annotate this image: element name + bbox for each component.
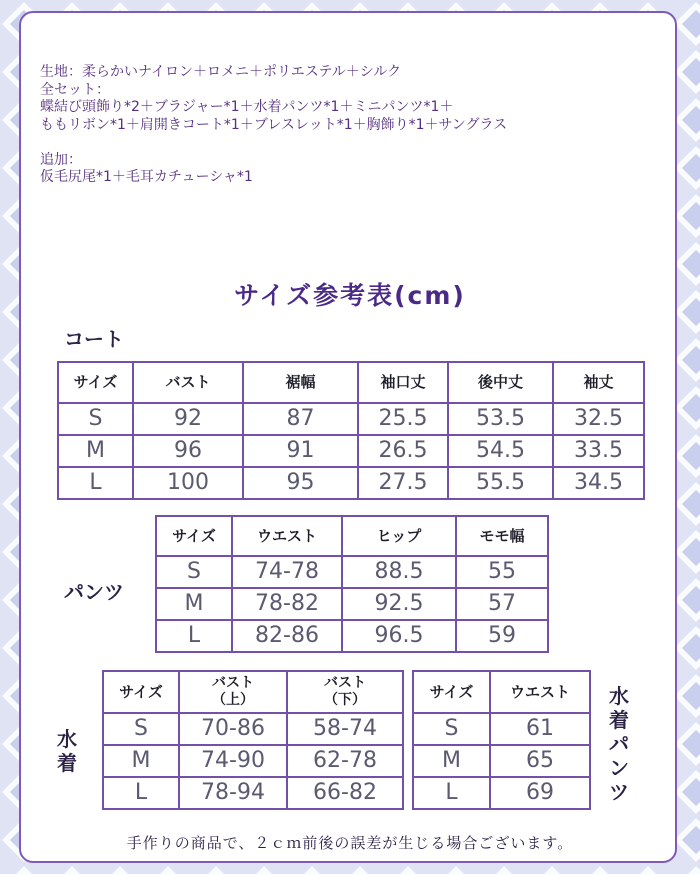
swimsuit-size-table bbox=[102, 670, 404, 810]
cell: 32.5 bbox=[553, 403, 644, 435]
header-cell: バスト bbox=[133, 362, 243, 403]
cell: M bbox=[413, 745, 490, 777]
coat-size-table bbox=[57, 361, 645, 500]
cell: 61 bbox=[490, 713, 590, 745]
swimsuit-label bbox=[54, 727, 80, 775]
cell: 27.5 bbox=[358, 467, 448, 499]
cell: L bbox=[58, 467, 133, 499]
cell: M bbox=[58, 435, 133, 467]
desc-line: 蝶結び頭飾り*2＋ブラジャー*1＋水着パンツ*1＋ミニパンツ*1＋ bbox=[40, 99, 454, 115]
cell: 82-86 bbox=[232, 620, 342, 652]
cell: 87 bbox=[243, 403, 358, 435]
cell: 55 bbox=[456, 556, 548, 588]
header-cell: バスト （上） bbox=[179, 671, 287, 713]
cell: 34.5 bbox=[553, 467, 644, 499]
header-cell: 袖丈 bbox=[553, 362, 644, 403]
header-cell: ウエスト bbox=[232, 516, 342, 556]
cell: M bbox=[103, 745, 179, 777]
cell: 55.5 bbox=[448, 467, 553, 499]
pants-label: パンツ bbox=[64, 580, 124, 604]
cell: S bbox=[58, 403, 133, 435]
cell: 74-78 bbox=[232, 556, 342, 588]
desc-line bbox=[40, 134, 507, 152]
cell: 58-74 bbox=[287, 713, 403, 745]
cell: 100 bbox=[133, 467, 243, 499]
header-cell: ヒップ bbox=[342, 516, 456, 556]
table-row bbox=[156, 556, 548, 588]
table-row bbox=[413, 777, 590, 809]
header-cell: サイズ bbox=[156, 516, 232, 556]
cell: 59 bbox=[456, 620, 548, 652]
swim-pants-size-table bbox=[412, 670, 591, 810]
cell: S bbox=[413, 713, 490, 745]
swim-pants-label-char: ン bbox=[609, 756, 629, 780]
desc-line: 仮毛尻尾*1＋毛耳カチューシャ*1 bbox=[40, 169, 253, 185]
header-cell: 後中丈 bbox=[448, 362, 553, 403]
cell: 62-78 bbox=[287, 745, 403, 777]
cell: S bbox=[103, 713, 179, 745]
cell: 33.5 bbox=[553, 435, 644, 467]
header-cell: サイズ bbox=[103, 671, 179, 713]
header-cell: バスト （下） bbox=[287, 671, 403, 713]
swim-pants-label-char: ツ bbox=[609, 780, 629, 804]
table-row bbox=[103, 713, 403, 745]
cell: 57 bbox=[456, 588, 548, 620]
table-row bbox=[156, 588, 548, 620]
cell: 78-82 bbox=[232, 588, 342, 620]
swim-pants-label bbox=[606, 684, 632, 804]
cell: 65 bbox=[490, 745, 590, 777]
cell: 66-82 bbox=[287, 777, 403, 809]
cell: 92.5 bbox=[342, 588, 456, 620]
cell: M bbox=[156, 588, 232, 620]
header-cell: モモ幅 bbox=[456, 516, 548, 556]
cell: 96 bbox=[133, 435, 243, 467]
desc-line: 生地：柔らかいナイロン＋ロメニ＋ポリエステル＋シルク bbox=[40, 64, 402, 80]
header-cell: 袖口丈 bbox=[358, 362, 448, 403]
swim-pants-label-char: パ bbox=[609, 732, 629, 756]
header-cell: サイズ bbox=[413, 671, 490, 713]
cell: 69 bbox=[490, 777, 590, 809]
cell: 25.5 bbox=[358, 403, 448, 435]
cell: 53.5 bbox=[448, 403, 553, 435]
cell: L bbox=[103, 777, 179, 809]
cell: 26.5 bbox=[358, 435, 448, 467]
table-header-row bbox=[413, 671, 590, 713]
table-row bbox=[156, 620, 548, 652]
cell: 70-86 bbox=[179, 713, 287, 745]
coat-label: コート bbox=[64, 327, 124, 351]
table-row bbox=[103, 777, 403, 809]
swimsuit-label-char: 水 bbox=[57, 727, 77, 751]
cell: 74-90 bbox=[179, 745, 287, 777]
cell: 88.5 bbox=[342, 556, 456, 588]
desc-line: 追加： bbox=[40, 151, 82, 168]
table-row bbox=[413, 713, 590, 745]
product-description bbox=[40, 64, 507, 187]
swimsuit-label-char: 着 bbox=[57, 751, 77, 775]
header-cell: 裾幅 bbox=[243, 362, 358, 403]
cell: L bbox=[413, 777, 490, 809]
table-row bbox=[58, 467, 644, 499]
size-chart-title: サイズ参考表(cm) bbox=[234, 281, 466, 310]
desc-line: ももリボン*1＋肩開きコート*1＋ブレスレット*1＋胸飾り*1＋サングラス bbox=[40, 116, 508, 133]
table-header-row bbox=[156, 516, 548, 556]
swim-pants-label-char: 着 bbox=[609, 708, 629, 732]
cell: S bbox=[156, 556, 232, 588]
header-cell: サイズ bbox=[58, 362, 133, 403]
swim-pants-label-char: 水 bbox=[609, 684, 629, 708]
header-cell: ウエスト bbox=[490, 671, 590, 713]
cell: 54.5 bbox=[448, 435, 553, 467]
cell: 78-94 bbox=[179, 777, 287, 809]
table-header-row bbox=[58, 362, 644, 403]
pants-size-table bbox=[155, 515, 549, 653]
cell: 92 bbox=[133, 403, 243, 435]
cell: 95 bbox=[243, 467, 358, 499]
cell: 91 bbox=[243, 435, 358, 467]
table-row bbox=[58, 403, 644, 435]
table-row bbox=[413, 745, 590, 777]
table-row bbox=[58, 435, 644, 467]
table-row bbox=[103, 745, 403, 777]
desc-line: 全セット： bbox=[40, 81, 110, 98]
table-header-row bbox=[103, 671, 403, 713]
cell: 96.5 bbox=[342, 620, 456, 652]
cell: L bbox=[156, 620, 232, 652]
error-margin-note: 手作りの商品で、２ｃｍ前後の誤差が生じる場合ございます。 bbox=[126, 834, 574, 852]
